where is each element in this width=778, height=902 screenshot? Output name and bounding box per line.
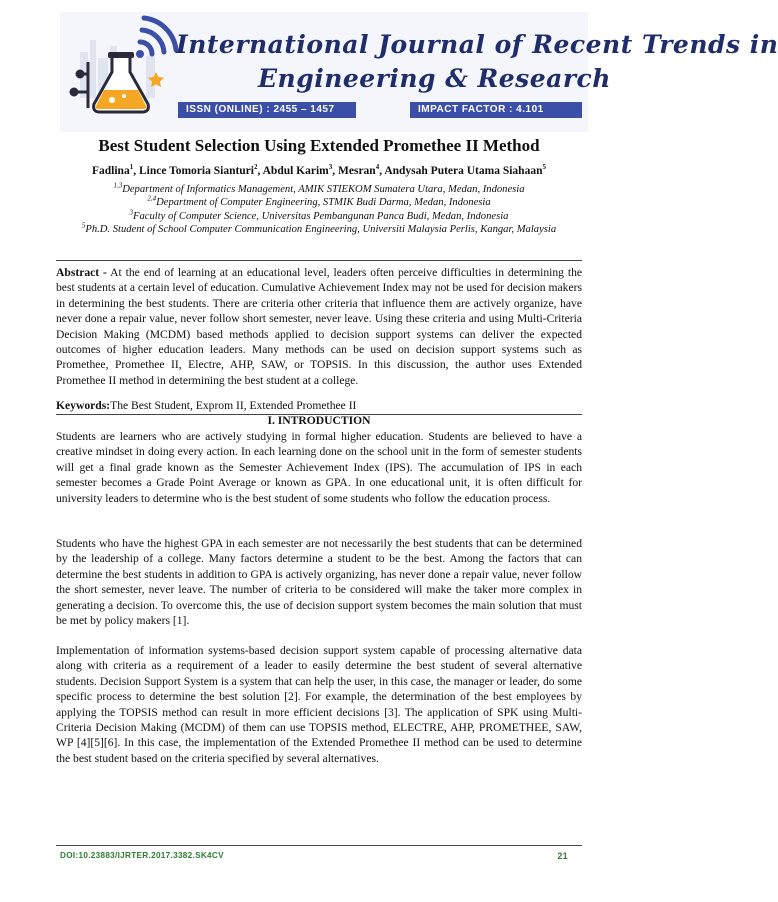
- author-name: Lince Tomoria Sianturi: [138, 165, 254, 177]
- page-number: 21: [557, 851, 568, 861]
- author-sup: 3: [328, 163, 333, 172]
- affiliation-list: [58, 183, 580, 237]
- journal-banner: [60, 12, 778, 132]
- paper-title: Best Student Selection Using Extended Promethee II Method: [98, 136, 540, 155]
- affiliation-line: [58, 196, 580, 209]
- author-name: Mesran: [338, 165, 376, 177]
- affiliation-sup: 2,4: [147, 194, 157, 203]
- affiliation-sup: 3: [129, 208, 134, 217]
- journal-name-line-2: Engineering & Research: [258, 64, 611, 93]
- journal-name-line-1: International Journal of Recent Trends in: [176, 30, 778, 59]
- abstract: [56, 265, 582, 388]
- affiliation-text: Department of Informatics Management, AMIK STIEKOM Sumatera Utara, Medan, Indonesia: [122, 184, 525, 195]
- author-sup: 4: [375, 163, 380, 172]
- issn-badge: ISSN (ONLINE) : 2455 – 1457: [178, 102, 356, 118]
- body-paragraph: Students are learners who are actively studying in formal higher education. Students are believed to have a creative mindset in doing every action. In each learning done on the school unit in the form of semester students will get a final grade known as the Semester Achievement Index (IPS). The accumulation of IPS in each semester becomes a Grade Point Average or known as GPA. In one educational unit, it is often difficult for university leaders to determine who is the best student of some students who follow the education process.: [56, 430, 582, 505]
- abstract-label: Abstract -: [56, 266, 107, 279]
- author-sup: 2: [254, 163, 258, 172]
- affiliation-line: [58, 210, 580, 223]
- impact-factor-badge: IMPACT FACTOR : 4.101: [410, 102, 582, 118]
- author-list: Fadlina$^1$, Lince Tomoria Sianturi$^2$, Abdul Karim$^3$, Mesran$^4$, Andysah Putera Utama Siahaan$^5$: [92, 163, 546, 177]
- affiliation-text: Ph.D. Student of School Computer Communication Engineering, Universiti Malaysia Perlis, Kangar, Malaysia: [85, 224, 557, 236]
- keywords-label: Keywords:: [56, 399, 111, 412]
- section-heading: I. INTRODUCTION: [267, 414, 371, 427]
- author-sup: 5: [542, 163, 546, 172]
- affiliation-text: Faculty of Computer Science, Universitas Pembangunan Panca Budi, Medan, Indonesia: [133, 210, 509, 222]
- footer-doi: DOI:10.23883/IJRTER.2017.3382.SK4CV: [60, 851, 224, 860]
- author-name: Abdul Karim: [262, 165, 329, 177]
- author-name: Fadlina: [92, 165, 130, 177]
- footer-divider: [56, 845, 582, 846]
- body-paragraph: Students who have the highest GPA in each semester are not necessarily the best students that can be determined by the leadership of a college. Many factors determine a student to be the best. Among the factors that can determine the best students in addition to GPA is actively organizing, has never done a repair value, never follow the short semester, never leave. The number of criteria to be considered will make the taker more complex in generating a decision. To overcome this, the use of decision support system becomes the main solution that must be met by policy makers [1].: [56, 537, 582, 628]
- keywords-text: The Best Student, Exprom II, Extended Promethee II: [110, 399, 357, 412]
- affiliation-sup: 5: [81, 221, 86, 230]
- abstract-text: At the end of learning at an educational level, leaders often perceive difficulties in determining the best students at a certain level of education. Cumulative Achievement Index may not be used for decision makers in determining the best students. There are criteria other criteria that influence them are actively organize, have never done a repair value, never follow short semester, never leave. Using these criteria and using Multi-Criteria Decision Making (MCDM) based methods applied to decision support systems can deliver the expected outcomes of higher education leaders. Many methods can be used on decision support systems such as Promethee, Promethee II, Electre, AHP, SAW, or TOPSIS. In this discussion, the author uses Extended Promethee II method in determining the best student at a college.: [56, 266, 583, 387]
- affiliation-sup: 1,3: [113, 181, 123, 190]
- affiliation-line: [58, 183, 580, 196]
- keywords: [56, 398, 582, 413]
- author-name: Andysah Putera Utama Siahaan: [384, 165, 543, 177]
- divider: [56, 260, 582, 261]
- body-paragraph: Implementation of information systems-based decision support system capable of processing alternative data along with criteria as a requirement of a leader to easily determine the best student of several alternative students. Decision Support System is a system that can help the user, in this case, the manager or leader, do some specific process to determine the best solution [2]. For example, the determination of the best employees by applying the TOPSIS method can result in more efficient decisions [3]. The application of SPK using Multi-Criteria Decision Making (MCDM) of them can use TOPSIS method, ELECTRE, AHP, PROMETHEE, SAW, WP [4][5][6]. In this case, the implementation of the Extended Promethee II method can be used to determine the best student based on the criteria specified by several alternatives.: [56, 644, 582, 765]
- author-sup: 1: [129, 163, 134, 172]
- affiliation-text: Department of Computer Engineering, STMIK Budi Darma, Medan, Indonesia: [156, 197, 491, 209]
- affiliation-line: [58, 223, 580, 236]
